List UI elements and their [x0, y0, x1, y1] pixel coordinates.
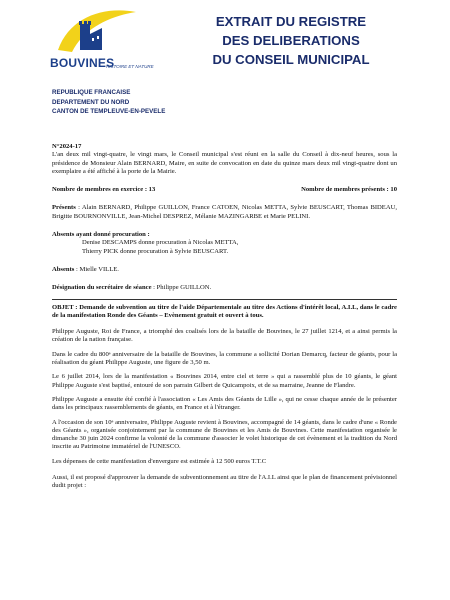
present-list: : Alain BERNARD, Philippe GUILLON, France CATOEN, Nicolas METTA, Sylvie BEUSCART, Thomas BIDEAU, Brigitte BOURNONVILLE, Jean-Michel DESPREZ, Mélanie MAZINGARBE et Marie PELINI. [52, 204, 397, 220]
proxy-line-2: Thierry PICK donne procuration à Sylvie BEUSCART. [82, 247, 229, 255]
members-in-exercise: Nombre de membres en exercice : 13 [52, 186, 156, 194]
page-title [186, 12, 396, 69]
paragraph-5: A l'occasion de son 10ᵉ anniversaire, Philippe Auguste revient à Bouvines, accompagné de 14 géants, dans le cadre d'une « Ronde des Géants », organisée conjointement par la commune de Bouvines et les Amis de Bouvines. Cette manifestation organisée le dimanche 30 juin 2024 confirme la volonté de la commune d'associer le volet historique de cet évènement et la tradition du Nord inscrite au Patrimoine immatériel de l'UNESCO. [52, 418, 397, 451]
absent-label: Absents [52, 265, 75, 273]
bouvines-logo [50, 6, 154, 82]
intro-paragraph: L'an deux mil vingt-quatre, le vingt mars, le Conseil municipal s'est réuni en la salle du Conseil à dix-neuf heures, sous la présidence de Monsieur Alain BERNARD, Maire, en suite de convocation en date du quinze mars deux mil vingt-quatre dont un exemplaire a été affiché à la porte de la Mairie. [52, 151, 397, 175]
paragraph-1: Philippe Auguste, Roi de France, a triomphé des coalisés lors de la bataille de Bouvines, le 27 juillet 1214, et a ainsi permis la création de la nation française. [52, 328, 397, 344]
objet-heading: OBJET : Demande de subvention au titre de l'aide Départementale au titre des Actions d'intérêt local, A.I.L, dans le cadre de la manifestation Ronde des Géants – Evènement gratuit et ouvert à tous. [52, 299, 397, 321]
address-line-2: DEPARTEMENT DU NORD [52, 98, 130, 106]
absent-paragraph [52, 266, 397, 274]
title-line-1: EXTRAIT DU REGISTRE [215, 14, 367, 29]
title-line-2: DES DELIBERATIONS [222, 33, 360, 48]
address-line-3: CANTON DE TEMPLEUVE-EN-PEVELE [52, 108, 166, 116]
proxy-label: Absents ayant donné procuration : [52, 231, 150, 239]
proxy-line-1: Denise DESCAMPS donne procuration à Nicolas METTA, [82, 239, 239, 247]
logo-name: BOUVINES [50, 56, 115, 70]
address-line-1: REPUBLIQUE FRANCAISE [52, 89, 131, 96]
castle-logo-icon [50, 6, 140, 58]
paragraph-3: Le 6 juillet 2014, lors de la manifestation « Bouvines 2014, entre ciel et terre » qui a rassemblé plus de 10 géants, le géant Philippe Auguste s'est baptisé, entouré de son parrain Gilbert de Quicampoix, et de sa marraine, Jeanne de Flandre. [52, 373, 397, 389]
present-paragraph [52, 204, 397, 221]
paragraph-4: Philippe Auguste a ensuite été confié à l'association « Les Amis des Géants de Lille », qui ne cesse chaque année de le présenter dans les principaux rassemblements de géants, en France et à l'étranger. [52, 395, 397, 412]
logo-tagline: HISTOIRE ET NATURE [106, 64, 154, 69]
absent-list: : Mielle VILLE. [74, 265, 119, 273]
secretary-paragraph [52, 284, 397, 292]
secretary-name: : Philippe GUILLON. [151, 284, 212, 292]
title-line-3: DU CONSEIL MUNICIPAL [212, 52, 370, 67]
present-label: Présents [52, 204, 76, 212]
members-count [52, 186, 397, 194]
deliberation-number: N°2024-17 [52, 143, 82, 150]
members-present: Nombre de membres présents : 10 [301, 186, 397, 194]
deliberation-body [52, 143, 397, 491]
administrative-header [52, 88, 165, 117]
paragraph-6: Les dépenses de cette manifestation d'envergure est estimée à 12 500 euros T.T.C [52, 457, 267, 465]
secretary-label: Désignation du secrétaire de séance [52, 284, 152, 292]
paragraph-7: Aussi, il est proposé d'approuver la demande de subventionnement au titre de l'A.I.L ainsi que le plan de financement prévisionnel dudit projet : [52, 474, 397, 490]
paragraph-2: Dans le cadre du 800ᵉ anniversaire de la bataille de Bouvines, la commune a sollicité Dorian Demarcq, facteur de géants, pour la réalisation du géant Philippe Auguste, une figure de 3,50 m. [52, 350, 397, 367]
